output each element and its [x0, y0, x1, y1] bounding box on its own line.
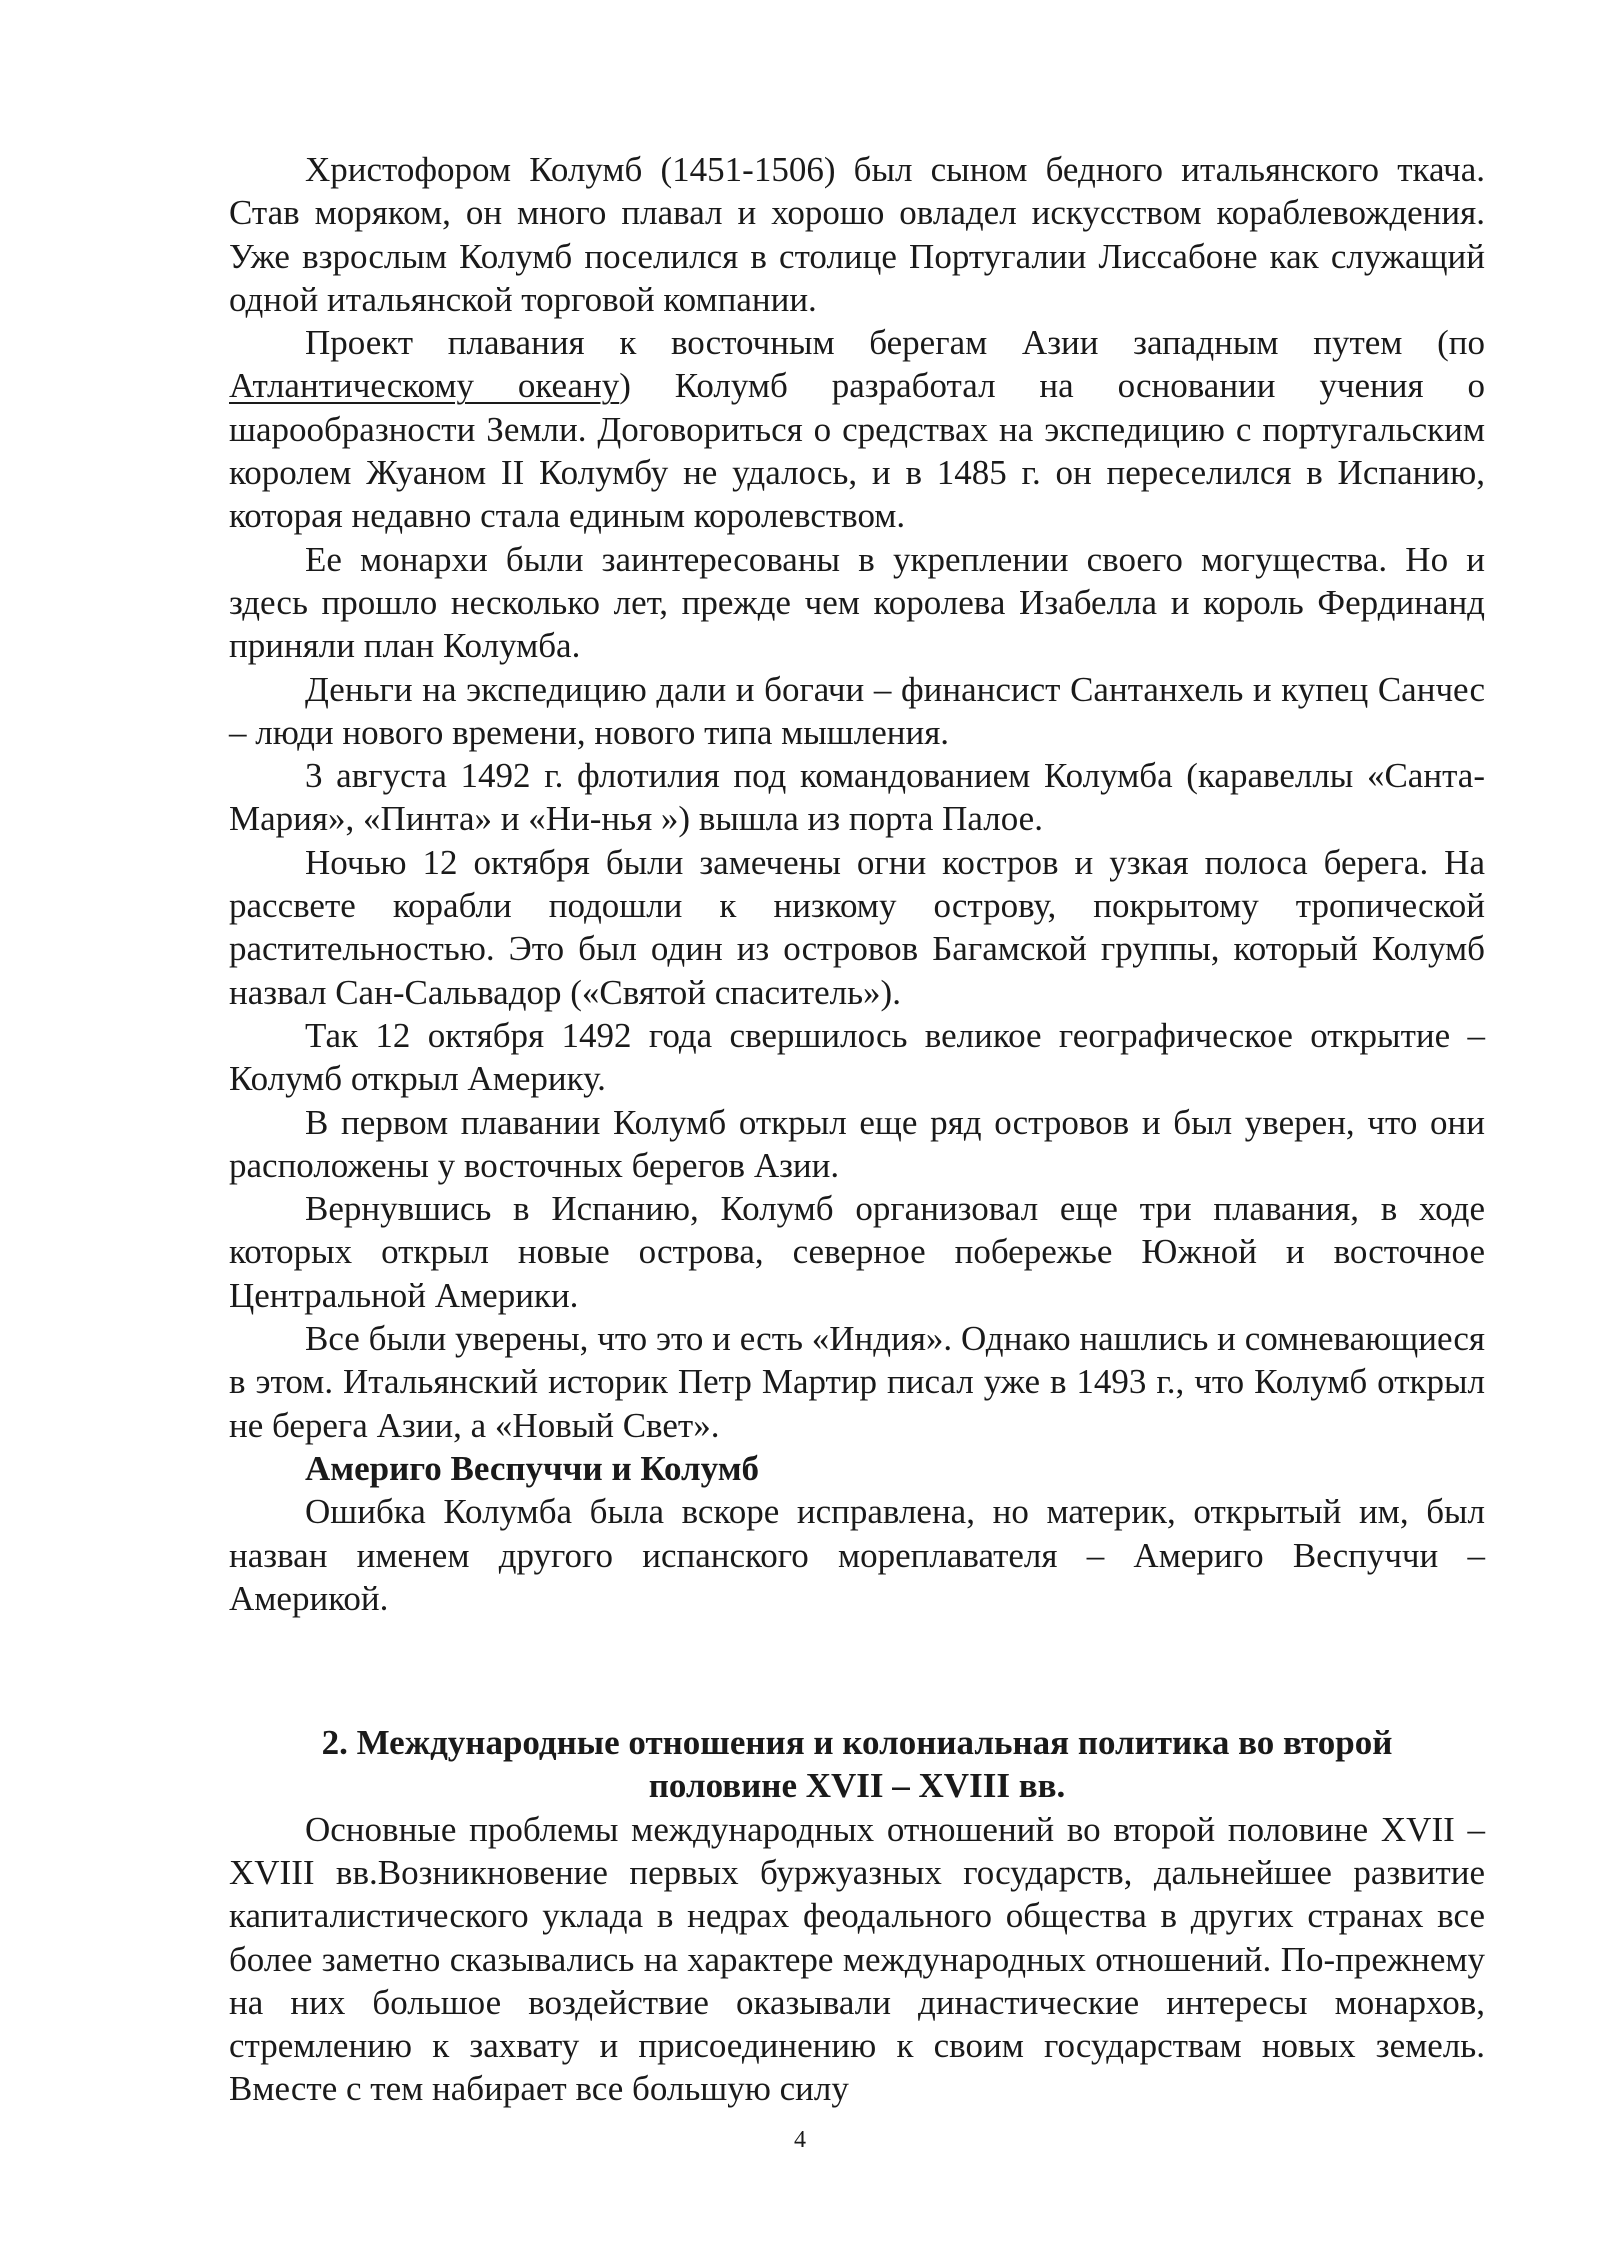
paragraph-monarchs: Ее монархи были заинтересованы в укреплении своего могущества. Но и здесь прошло несколько лет, прежде чем королева Изабелла и король Фердинанд приняли план Колумба.: [229, 539, 1485, 666]
paragraph-discovery: Так 12 октября 1492 года свершилось великое географическое открытие – Колумб открыл Америку.: [229, 1015, 1485, 1099]
section-title-line2: половине XVII – XVIII вв.: [648, 1766, 1066, 1806]
paragraph-first-voyage: В первом плавании Колумб открыл еще ряд островов и был уверен, что они расположены у восточных берегов Азии.: [229, 1102, 1485, 1185]
paragraph-further-voyages: Вернувшись в Испанию, Колумб организовал еще три плавания, в ходе которых открыл новые острова, северное побережье Южной и восточное Центральной Америки.: [229, 1189, 1485, 1315]
section-title: [229, 1721, 1485, 1808]
document-page: [229, 148, 1485, 2111]
paragraph-vespucci: Ошибка Колумба была вскоре исправлена, но материк, открытый им, был назван именем другого испанского мореплавателя – Америго Веспуччи – Америкой.: [229, 1492, 1485, 1618]
paragraph-departure: 3 августа 1492 г. флотилия под командованием Колумба (каравеллы «Санта-Мария», «Пинта» и «Ни-нья ») вышла из порта Палое.: [229, 756, 1485, 839]
paragraph-text: Проект плавания к восточным берегам Азии западным путем (по: [305, 323, 1485, 363]
page-number: 4: [794, 2127, 806, 2153]
paragraph-international-relations: Основные проблемы международных отношений во второй половине XVII – XVIII вв.Возникновение первых буржуазных государств, дальнейшее развитие капиталистического уклада в недрах феодального общества в других странах все более заметно сказывались на характере международных отношений. По-прежнему на них большое воздействие оказывали династические интересы монархов, стремлению к захвату и присоединению к своим государствам новых земель. Вместе с тем набирает все большую силу: [229, 1809, 1485, 2109]
atlantic-ocean-link[interactable]: Атлантическому океану: [229, 366, 620, 406]
paragraph-columbus-origin: Христофором Колумб (1451-1506) был сыном бедного итальянского ткача. Став моряком, он много плавал и хорошо овладел искусством кораблевождения. Уже взрослым Колумб поселился в столице Португалии Лиссабоне как служащий одной итальянской торговой компании.: [229, 150, 1485, 319]
paragraph-text: ) Колумб разработал на основании учения о шарообразности Земли. Договориться о средствах на экспедицию с португальским королем Жуаном II Колумбу не удалось, и в 1485 г. он переселился в Испанию, которая недавно стала единым королевством.: [229, 366, 1485, 536]
section-title-line1: 2. Международные отношения и колониальная политика во второй: [321, 1723, 1393, 1763]
subheading-vespucci: Америго Веспуччи и Колумб: [305, 1448, 760, 1488]
paragraph-financing: Деньги на экспедицию дали и богачи – финансист Сантанхель и купец Санчес – люди нового времени, нового типа мышления.: [229, 669, 1485, 752]
paragraph-westward-project: [229, 321, 1485, 537]
paragraph-new-world: Все были уверены, что это и есть «Индия». Однако нашлись и сомневающиеся в этом. Итальянский историк Петр Мартир писал уже в 1493 г., что Колумб открыл не берега Азии, а «Новый Свет».: [229, 1319, 1485, 1445]
paragraph-landfall: Ночью 12 октября были замечены огни костров и узкая полоса берега. На рассвете корабли подошли к низкому острову, покрытому тропической растительностью. Это был один из островов Багамской группы, который Колумб назвал Сан-Сальвадор («Святой спаситель»).: [229, 842, 1485, 1012]
